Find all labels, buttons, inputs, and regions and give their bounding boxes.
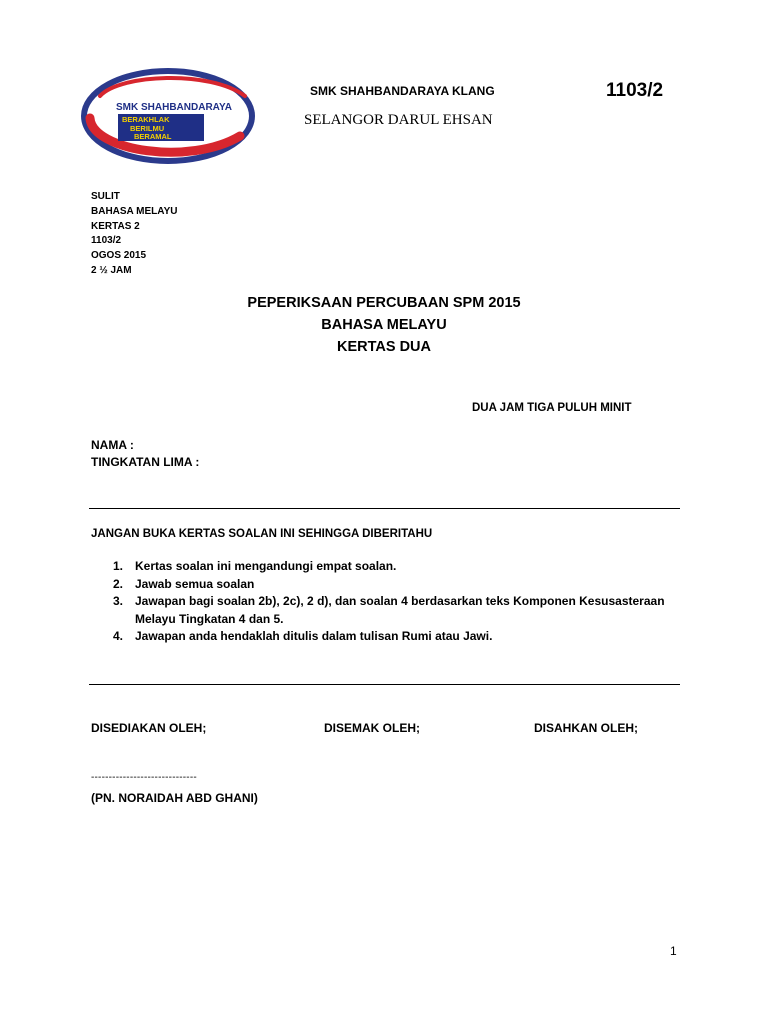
instruction-item bbox=[91, 593, 681, 628]
prepared-by-label: DISEDIAKAN OLEH; bbox=[91, 721, 207, 735]
instruction-text: Kertas soalan ini mengandungi empat soalan. bbox=[135, 559, 397, 573]
logo-school-text: SMK SHAHBANDARAYA bbox=[116, 102, 232, 113]
warning-text: JANGAN BUKA KERTAS SOALAN INI SEHINGGA DIBERITAHU bbox=[91, 528, 433, 540]
instructions-list bbox=[91, 558, 681, 646]
paper-code: 1103/2 bbox=[606, 80, 664, 101]
school-logo bbox=[80, 66, 256, 166]
name-label: NAMA : bbox=[91, 438, 134, 452]
school-name: SMK SHAHBANDARAYA KLANG bbox=[310, 84, 495, 98]
exam-title: PEPERIKSAAN PERCUBAAN SPM 2015 bbox=[247, 295, 521, 311]
student-fields bbox=[91, 437, 199, 471]
divider-bottom bbox=[89, 684, 680, 685]
exam-duration: DUA JAM TIGA PULUH MINIT bbox=[472, 402, 632, 414]
signature-line: ------------------------------ bbox=[91, 772, 197, 783]
instruction-item bbox=[91, 558, 681, 576]
approved-by-label: DISAHKAN OLEH; bbox=[534, 721, 638, 735]
logo-motto-1: BERAKHLAK bbox=[122, 115, 170, 124]
logo-motto-2: BERILMU bbox=[130, 124, 165, 133]
meta-classification: SULIT bbox=[91, 191, 120, 202]
instruction-text: Jawapan bagi soalan 2b), 2c), 2 d), dan soalan 4 berdasarkan teks Komponen Kesusasteraan Melayu Tingkatan 4 dan 5. bbox=[135, 594, 665, 626]
meta-paper: KERTAS 2 bbox=[91, 220, 140, 232]
instruction-number: 2. bbox=[113, 576, 124, 591]
instruction-item bbox=[91, 576, 681, 594]
exam-subject: BAHASA MELAYU bbox=[321, 317, 447, 333]
preparer-name: (PN. NORAIDAH ABD GHANI) bbox=[91, 791, 258, 805]
instruction-item bbox=[91, 628, 681, 646]
divider-top bbox=[89, 508, 680, 509]
meta-time: 2 ½ JAM bbox=[91, 264, 132, 276]
instruction-number: 3. bbox=[113, 594, 124, 608]
logo-motto-3: BERAMAL bbox=[134, 132, 172, 141]
exam-title-block bbox=[0, 292, 768, 358]
page-number: 1 bbox=[670, 944, 677, 958]
instruction-number: 4. bbox=[113, 629, 124, 643]
instruction-text: Jawapan anda hendaklah ditulis dalam tulisan Rumi atau Jawi. bbox=[135, 629, 493, 643]
meta-date: OGOS 2015 bbox=[91, 250, 147, 262]
meta-code: 1103/2 bbox=[91, 235, 122, 247]
exam-paper: KERTAS DUA bbox=[337, 339, 431, 355]
instruction-text: Jawab semua soalan bbox=[135, 576, 255, 591]
checked-by-label: DISEMAK OLEH; bbox=[324, 721, 420, 735]
form-label: TINGKATAN LIMA : bbox=[91, 455, 200, 469]
meta-subject: BAHASA MELAYU bbox=[91, 205, 178, 217]
instruction-number: 1. bbox=[113, 559, 124, 573]
paper-meta-block bbox=[91, 190, 178, 279]
school-state: SELANGOR DARUL EHSAN bbox=[304, 112, 493, 128]
